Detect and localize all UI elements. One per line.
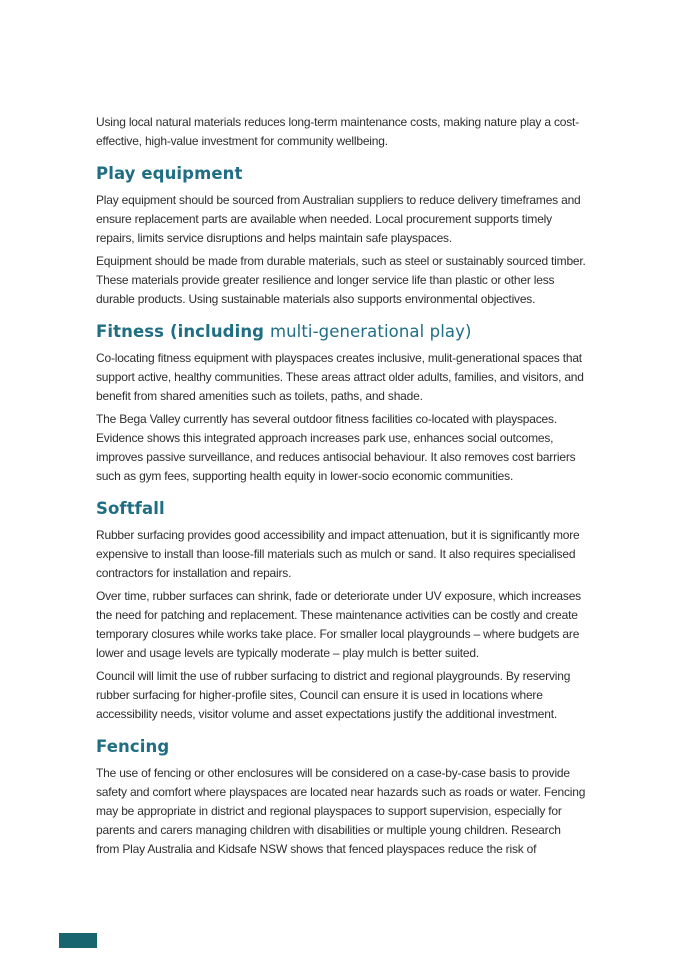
heading-text: Fencing — [96, 737, 170, 756]
paragraph: Play equipment should be sourced from Australian suppliers to reduce delivery timeframes and ensure replacement parts are available when needed. Local procurement supports timely repairs, limits service disruptions and helps maintain safe playspaces. — [96, 193, 581, 245]
heading-fencing — [96, 736, 587, 757]
intro-paragraph: Using local natural materials reduces long-term maintenance costs, making nature play a cost-effective, high-value investment for community wellbeing. — [96, 115, 579, 148]
heading-text: Fitness (including — [96, 322, 270, 341]
heading-text: Play equipment — [96, 164, 243, 183]
paragraph: Over time, rubber surfaces can shrink, fade or deteriorate under UV exposure, which increases the need for patching and replacement. These maintenance activities can be costly and create temporary closures while works take place. For smaller local playgrounds – where budgets are lower and usage levels are typically moderate – play mulch is better suited. — [96, 589, 581, 660]
paragraph: Council will limit the use of rubber surfacing to district and regional playgrounds. By reserving rubber surfacing for higher-profile sites, Council can ensure it is used in locations where accessibility needs, visitor volume and asset expectations justify the additional investment. — [96, 669, 571, 721]
section-fencing — [96, 736, 587, 859]
section-play-equipment — [96, 163, 587, 309]
document-content — [96, 113, 587, 863]
heading-fitness — [96, 321, 587, 342]
footer-accent-bar — [59, 933, 97, 948]
heading-text: Softfall — [96, 499, 165, 518]
heading-softfall — [96, 498, 587, 519]
heading-play-equipment — [96, 163, 587, 184]
paragraph: Co-locating fitness equipment with playspaces creates inclusive, mulit-generational spaces that support active, healthy communities. These areas attract older adults, families, and visitors, and benefit from shared amenities such as toilets, paths, and shade. — [96, 351, 584, 403]
section-softfall — [96, 498, 587, 724]
section-fitness — [96, 321, 587, 486]
paragraph: Rubber surfacing provides good accessibility and impact attenuation, but it is significantly more expensive to install than loose-fill materials such as mulch or sand. It also requires specialised contractors for installation and repairs. — [96, 528, 580, 580]
paragraph: The Bega Valley currently has several outdoor fitness facilities co-located with playspaces. Evidence shows this integrated approach increases park use, enhances social outcomes, improves passive surveillance, and reduces antisocial behaviour. It also removes cost barriers such as gym fees, supporting health equity in lower-socio economic communities. — [96, 412, 576, 483]
heading-tail-text: multi-generational play) — [269, 322, 472, 341]
paragraph: The use of fencing or other enclosures will be considered on a case-by-case basis to provide safety and comfort where playspaces are located near hazards such as roads or water. Fencing may be appropriate in district and regional playspaces to support supervision, especially for parents and carers managing children with disabilities or multiple young children. Research from Play Australia and Kidsafe NSW shows that fenced playspaces reduce the risk of — [96, 766, 586, 856]
paragraph: Equipment should be made from durable materials, such as steel or sustainably sourced timber. These materials provide greater resilience and longer service life than plastic or other less durable products. Using sustainable materials also supports environmental objectives. — [96, 254, 586, 306]
